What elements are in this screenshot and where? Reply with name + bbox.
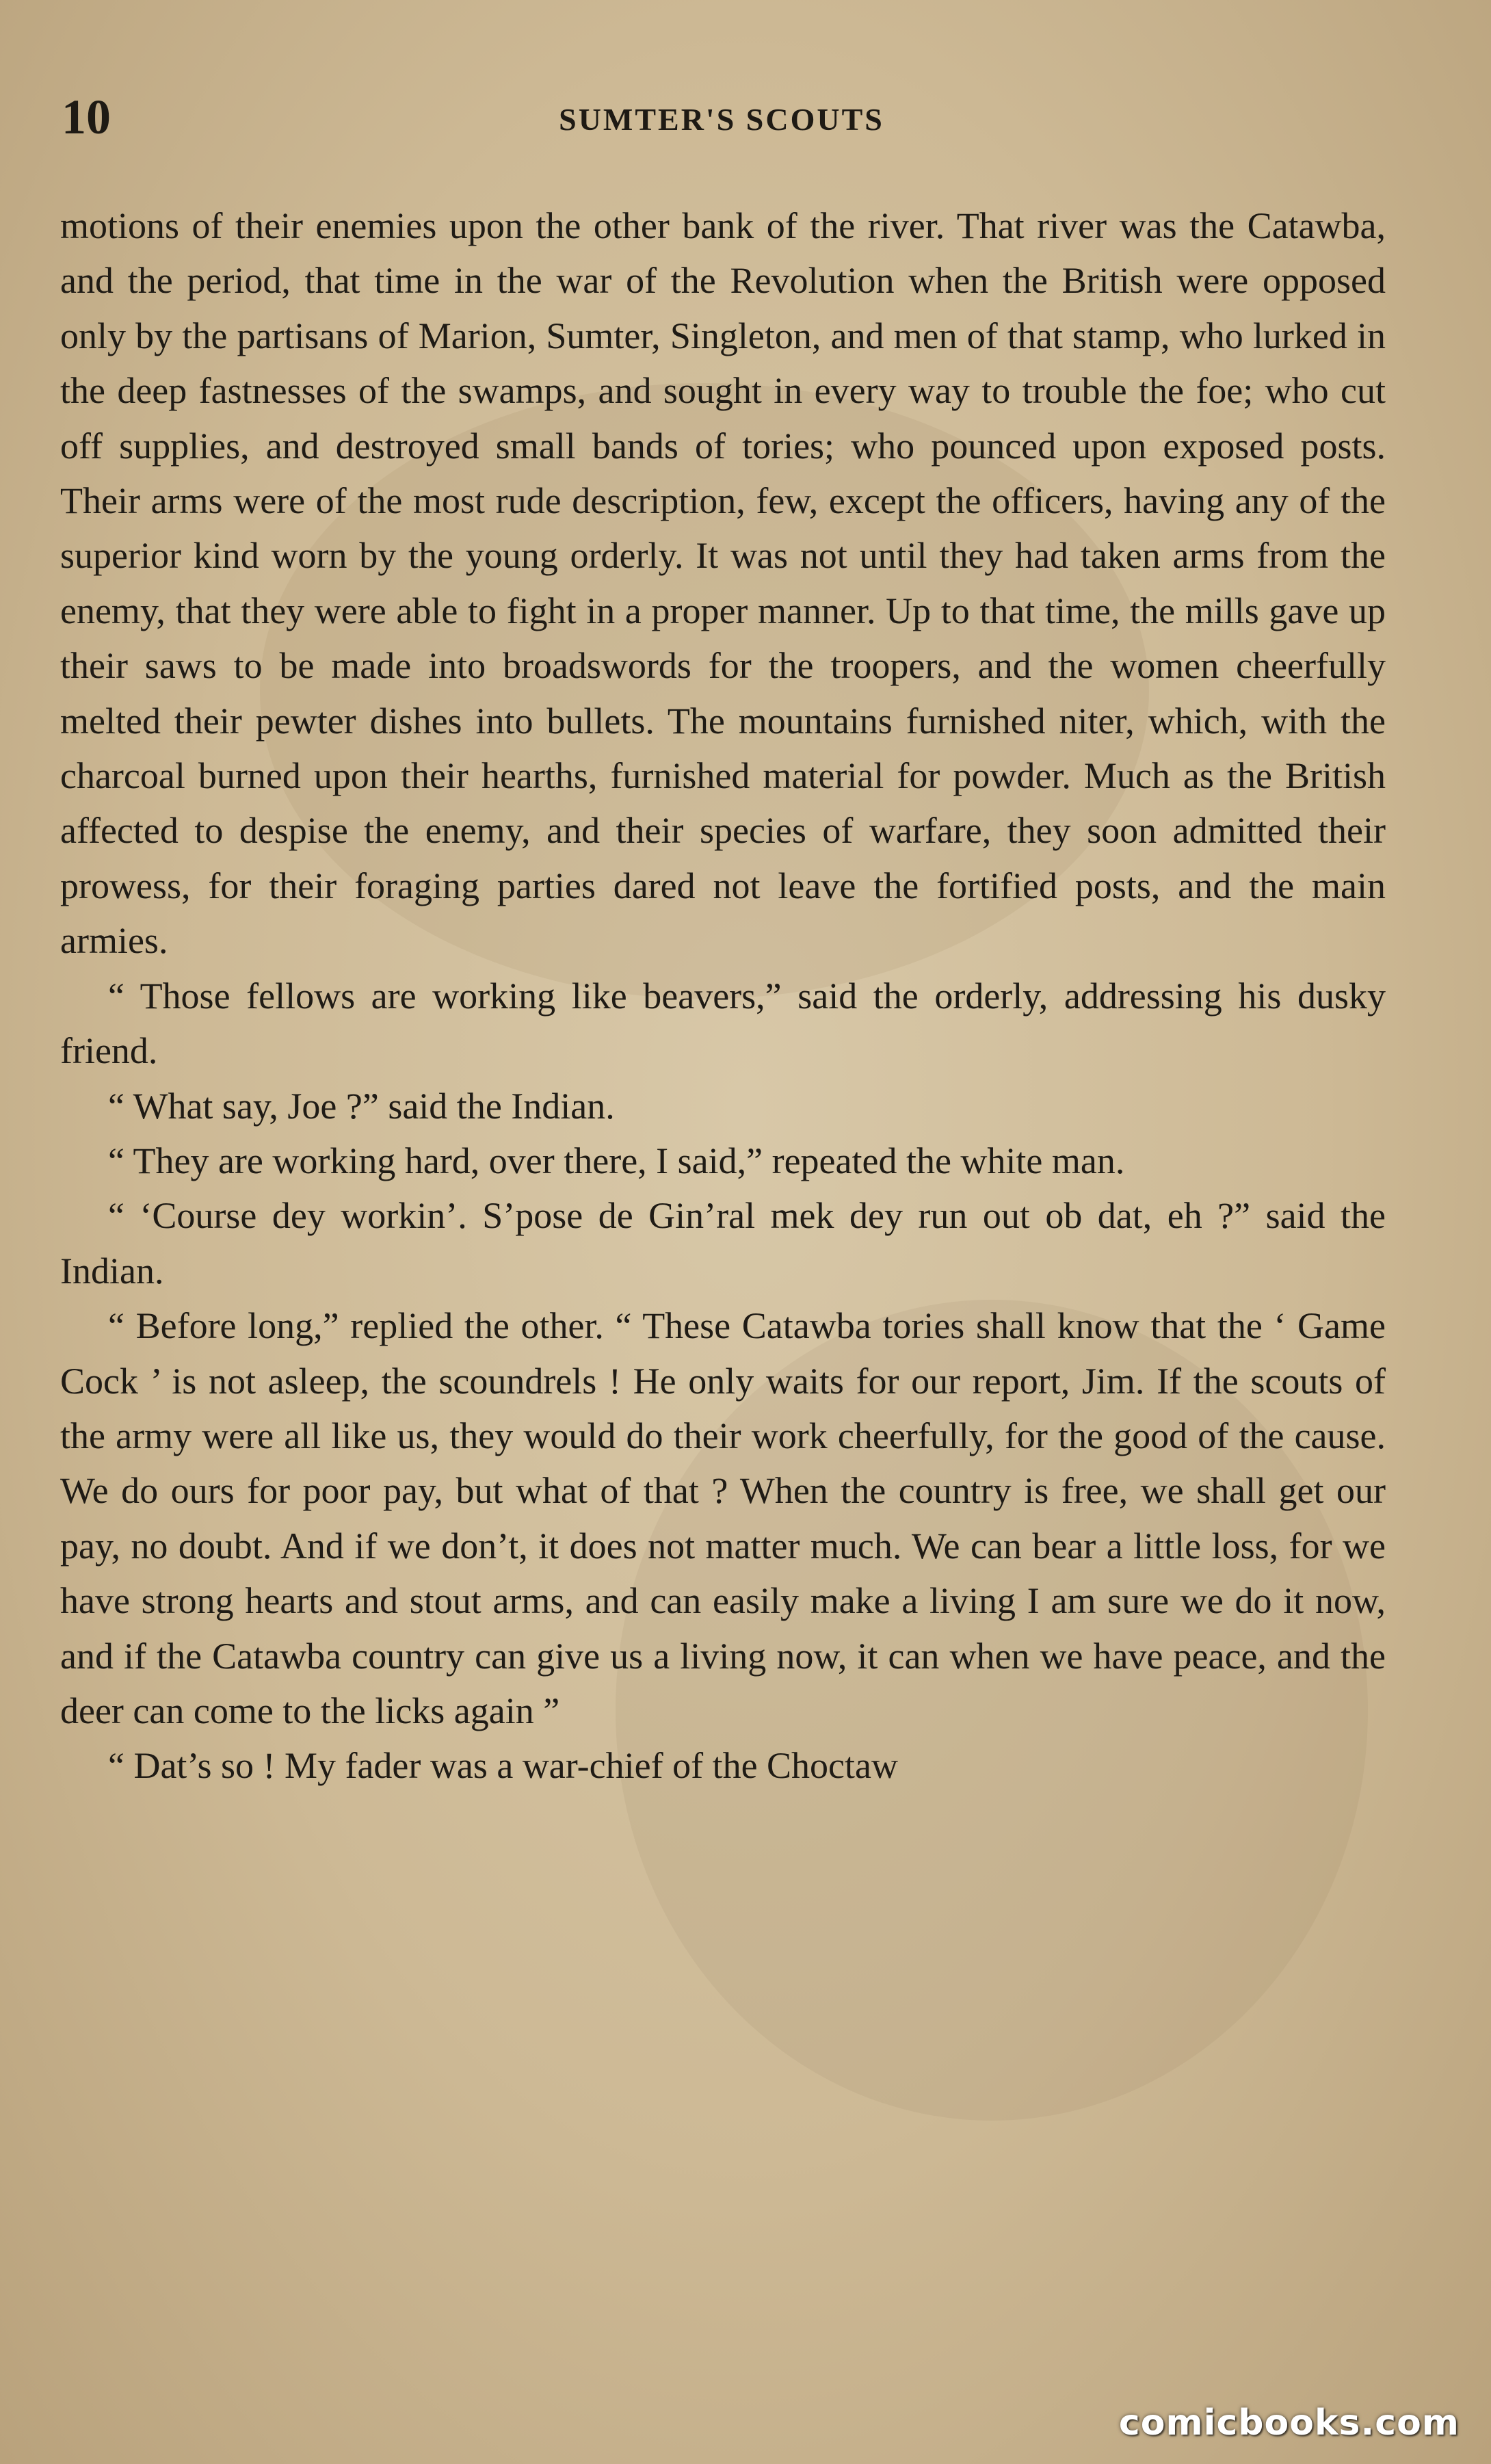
page-header	[62, 89, 1382, 150]
page-number: 10	[62, 90, 111, 144]
paragraph: “ ‘Course dey workin’. S’pose de Gin’ral mek dey run out ob dat, eh ?” said the Indian.	[60, 1195, 1386, 1292]
body-text	[60, 198, 1386, 1794]
paragraph: motions of their enemies upon the other bank of the river. That river was the Catawba, and the period, that time in the war of the Revolution when the British were opposed only by the partisans of Marion, Sumter, Singleton, and men of that stamp, who lurked in the deep fastnesses of the swamps, and sought in every way to trouble the foe; who cut off supplies, and destroyed small bands of tories; who pounced upon exposed posts. Their arms were of the most rude description, few, except the officers, having any of the superior kind worn by the young orderly. It was not until they had taken arms from the enemy, that they were able to fight in a proper manner. Up to that time, the mills gave up their saws to be made into broadswords for the troopers, and the women cheerfully melted their pewter dishes into bullets. The mountains furnished niter, which, with the charcoal burned upon their hearths, furnished material for powder. Much as the British affected to despise the enemy, and their species of warfare, they soon admitted their prowess, for their foraging parties dared not leave the fortified posts, and the main armies.	[60, 205, 1386, 962]
paragraph: “ Before long,” replied the other. “ These Catawba tories shall know that the ‘ Game Cock ’ is not asleep, the scoundrels ! He only waits for our report, Jim. If the scouts of the army were all like us, they would do their work cheerfully, for the good of the cause. We do ours for poor pay, but what of that ? When the country is free, we shall get our pay, no doubt. And if we don’t, it does not matter much. We can bear a little loss, for we have strong hearts and stout arms, and can easily make a living I am sure we do it now, and if the Catawba country can give us a living now, it can when we have peace, and the deer can come to the licks again ”	[60, 1305, 1386, 1731]
paragraph: “ Dat’s so ! My fader was a war-chief of the Choctaw	[108, 1745, 898, 1787]
paragraph: “ They are working hard, over there, I said,” repeated the white man.	[108, 1140, 1125, 1181]
watermark: comicbooks.com	[1118, 2402, 1460, 2443]
running-head: SUMTER'S SCOUTS	[559, 102, 884, 137]
paragraph: “ Those fellows are working like beavers,” said the orderly, addressing his dusky friend.	[60, 975, 1386, 1072]
paragraph: “ What say, Joe ?” said the Indian.	[108, 1085, 615, 1127]
